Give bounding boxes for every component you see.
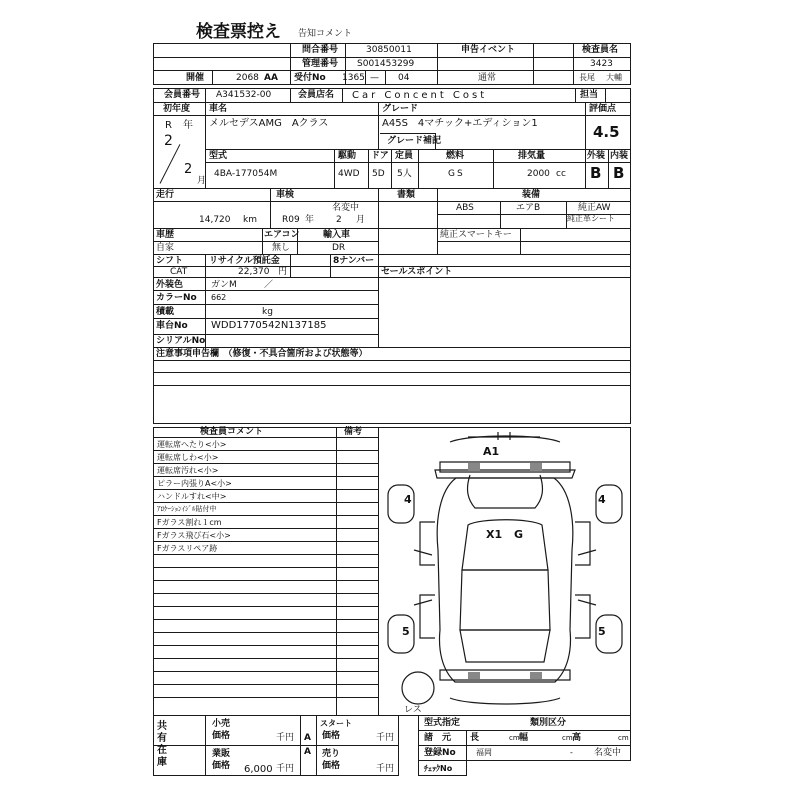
diagram-left-side-outline (420, 522, 435, 638)
notice-label: 告知コメント (298, 29, 353, 39)
diagram-roof-outline (460, 570, 550, 630)
comment-item: ハンドルすれ<中> (157, 492, 227, 501)
diagram-outline-front (435, 470, 575, 478)
damage-mark-left-front: 4 (404, 493, 412, 506)
comments-label: 検査員コメント (200, 427, 264, 437)
width-label: 幅 (519, 733, 529, 743)
car-damage-diagram (380, 430, 630, 715)
damage-mark-a1: A1 (483, 445, 500, 458)
recycle-value: 22,370 (238, 267, 270, 277)
diagram-front-light-right (530, 463, 542, 471)
sale-price-label-1: 売り (322, 749, 341, 759)
damage-mark-right-rear: 5 (598, 625, 606, 638)
history-value: 自家 (156, 243, 175, 253)
drive-value: 4WD (338, 169, 360, 179)
dealer-price: 6,000 (244, 764, 273, 775)
equipment-leather-seat: 純正革シート (567, 214, 615, 223)
fuel-value: GS (448, 169, 465, 179)
damage-mark-x1: X1 (486, 528, 503, 541)
diagram-rear-light-right (530, 672, 542, 679)
a-mark-1: A (304, 733, 311, 743)
diagram-rear-bumper-outline (440, 670, 570, 680)
inspection-label: 車検 (276, 190, 295, 200)
inspector-name-1: 長尾 (579, 73, 595, 82)
type-designation-label: 型式指定 (424, 718, 461, 728)
displacement-unit: cc (556, 169, 566, 179)
grade: A45S 4マチック+エディション1 (382, 118, 538, 129)
model-code: 4BA-177054M (214, 169, 278, 179)
height-unit: cm (618, 734, 629, 742)
a-mark-2: A (304, 747, 311, 757)
comment-item: Fガラス割れ１cm (157, 518, 222, 527)
chassis-label: 車台No (156, 321, 188, 331)
grade-supplement-label: グレード補記 (387, 136, 442, 146)
damage-mark-right-front: 4 (598, 493, 606, 506)
shared-label-3: 在 (157, 745, 167, 756)
start-price-unit: 千円 (376, 733, 395, 743)
equipment-abs: ABS (456, 203, 474, 213)
class-label: 類別区分 (530, 718, 567, 728)
diagram-rear-light-left (468, 672, 480, 679)
inquiry-no-label: 問合番号 (302, 45, 339, 55)
first-reg-year: 2 (164, 133, 173, 149)
exterior-grade-label: 外装 (587, 151, 606, 161)
registration-no-label: 登録No (424, 748, 456, 758)
ac-label: エアコン (264, 230, 300, 240)
fuel-label: 燃料 (446, 151, 465, 161)
plate-label: 8ナンバー (333, 256, 375, 266)
drive-label: 駆動 (338, 151, 357, 161)
inspection-era: R09 (282, 215, 300, 225)
diagram-front-light-left (468, 463, 480, 471)
first-reg-era: R (165, 120, 172, 131)
dealer-price-label-1: 業販 (212, 749, 231, 759)
held-venue: AA (264, 73, 278, 83)
diagram-hood-outline (468, 475, 543, 508)
dealer-price-label-2: 価格 (212, 761, 231, 771)
shared-label-4: 庫 (157, 757, 167, 768)
evaluation-score: 4.5 (593, 123, 620, 141)
mileage-value: 14,720 (199, 215, 231, 225)
held-label: 開催 (186, 73, 205, 83)
documents-label: 書類 (397, 190, 416, 200)
ext-color-value: ガンM (211, 280, 237, 290)
inquiry-no: 30850011 (366, 45, 412, 55)
member-no-label: 会員番号 (164, 90, 201, 100)
recycle-unit: 円 (278, 267, 288, 277)
dealer-price-unit: 千円 (276, 764, 295, 774)
notes-label: 注意事項申告欄 （修復・不具合箇所および状態等） (156, 349, 368, 359)
car-name-label: 車名 (209, 104, 228, 114)
ac-value: 無し (272, 243, 291, 253)
sale-price-unit: 千円 (376, 764, 395, 774)
displacement-value: 2000 (527, 169, 550, 179)
equipment-alloy-wheel: 純正AW (578, 203, 611, 213)
diagram-outline-rear (450, 698, 560, 704)
load-unit: kg (262, 307, 273, 317)
remarks-label: 備考 (344, 427, 363, 437)
reception-no: 1365 (342, 73, 365, 83)
retail-price-label-2: 価格 (212, 731, 231, 741)
score-label: 評価点 (589, 104, 617, 114)
equipment-label: 装備 (522, 190, 541, 200)
interior-grade: B (613, 164, 625, 182)
interior-grade-label: 内装 (610, 151, 629, 161)
comment-item: ｱﾛｹｰｼｮﾝｲｼﾞﾙ貼付中 (157, 505, 217, 513)
inspection-status: 名変中 (332, 203, 360, 213)
diagram-right-side-outline (575, 522, 590, 638)
reception-label: 受付No (294, 73, 326, 83)
spec-label: 諸 元 (424, 733, 452, 743)
mileage-label: 走行 (156, 190, 175, 200)
start-price-label-2: 価格 (322, 731, 341, 741)
sale-price-label-2: 価格 (322, 761, 341, 771)
registration-dash: - (570, 748, 573, 757)
retail-price-label-1: 小売 (212, 719, 231, 729)
reception-dash: — (370, 73, 379, 83)
height-label: 高 (572, 733, 582, 743)
comment-item: Fガラス飛び石<小> (157, 531, 231, 540)
diagram-left-rear-wheel (388, 615, 414, 653)
length-unit: cm (509, 734, 520, 742)
retail-price-unit: 千円 (276, 733, 295, 743)
chassis-no: WDD1770542N137185 (211, 320, 327, 331)
equipment-airbag: エアB (516, 203, 541, 213)
management-no: S001453299 (357, 59, 415, 69)
held-no: 2068 (236, 73, 259, 83)
serial-label: シリアルNo (156, 336, 206, 346)
ext-color-slash: ／ (264, 280, 274, 290)
sheet-title: 検査票控え (196, 22, 281, 42)
event-label: 申告イベント (461, 45, 516, 55)
import-value: DR (332, 243, 346, 253)
first-reg-year-mark: 年 (183, 120, 193, 131)
shared-label-2: 有 (157, 733, 167, 744)
history-label: 車歴 (156, 230, 175, 240)
inspector-name-2: 大輔 (606, 73, 622, 82)
comment-item: 運転席汚れ<小> (157, 466, 219, 475)
grade-label: グレード (382, 104, 419, 114)
capacity-value: 5人 (397, 169, 412, 179)
color-no-value: 662 (211, 293, 227, 302)
first-reg-month-mark: 月 (197, 176, 207, 186)
model-label: 型式 (209, 151, 228, 161)
staff-label: 担当 (580, 90, 599, 100)
event-value: 通常 (478, 73, 497, 83)
registration-place: 福岡 (476, 748, 492, 757)
recycle-label: リサイクル預託金 (209, 256, 280, 266)
shift-value: CAT (170, 267, 188, 277)
start-price-label-1: スタート (320, 719, 352, 728)
doors-value: 5D (372, 169, 385, 179)
load-label: 積載 (156, 307, 175, 317)
length-label: 長 (470, 733, 480, 743)
spare-tire-label: レス (404, 705, 422, 715)
management-no-label: 管理番号 (302, 59, 339, 69)
comment-item: Fガラスリペア跡 (157, 544, 218, 553)
first-reg-slash (160, 144, 181, 184)
damage-mark-left-rear: 5 (402, 625, 410, 638)
inspection-year-mark: 年 (305, 215, 315, 225)
inspection-month-mark: 月 (356, 215, 366, 225)
diagram-windshield-outline (462, 520, 548, 570)
car-name: メルセデスAMG Aクラス (209, 118, 329, 129)
import-label: 輸入車 (323, 230, 351, 240)
comment-item: 運転席しわ<小> (157, 453, 219, 462)
diagram-body-outline (437, 478, 573, 682)
first-reg-label: 初年度 (163, 104, 191, 114)
reception-seq: 04 (398, 73, 410, 83)
inspector-label: 検査員名 (582, 45, 619, 55)
width-unit: cm (562, 734, 573, 742)
displacement-label: 排気量 (518, 151, 546, 161)
damage-mark-g: G (514, 528, 524, 541)
ext-color-label: 外装色 (156, 280, 184, 290)
shared-label-1: 共 (157, 721, 167, 732)
exterior-grade: B (590, 164, 602, 182)
first-reg-month: 2 (184, 162, 193, 177)
equipment-smart-key: 純正スマートキー (440, 230, 512, 240)
mileage-unit: km (243, 215, 257, 225)
shop-label: 会員店名 (298, 90, 335, 100)
check-no-label: ﾁｪｯｸNo (424, 764, 453, 773)
diagram-door-lines (414, 550, 596, 605)
doors-label: ドア (371, 151, 389, 161)
inspector-no: 3423 (590, 59, 613, 69)
shift-label: シフト (156, 256, 184, 266)
registration-status: 名変中 (594, 748, 622, 758)
comment-item: 運転席へたり<小> (157, 440, 227, 449)
inspection-month: 2 (336, 215, 342, 225)
shop-name: Car Concent Cost (352, 90, 488, 101)
member-no: A341532-00 (216, 90, 272, 100)
capacity-label: 定員 (395, 151, 414, 161)
color-no-label: カラーNo (156, 293, 197, 303)
diagram-spare-tire (402, 672, 434, 704)
sales-point-label: セールスポイント (381, 267, 453, 277)
comment-item: ピラー内張りA<小> (157, 479, 232, 488)
diagram-rear-glass-outline (460, 630, 550, 662)
